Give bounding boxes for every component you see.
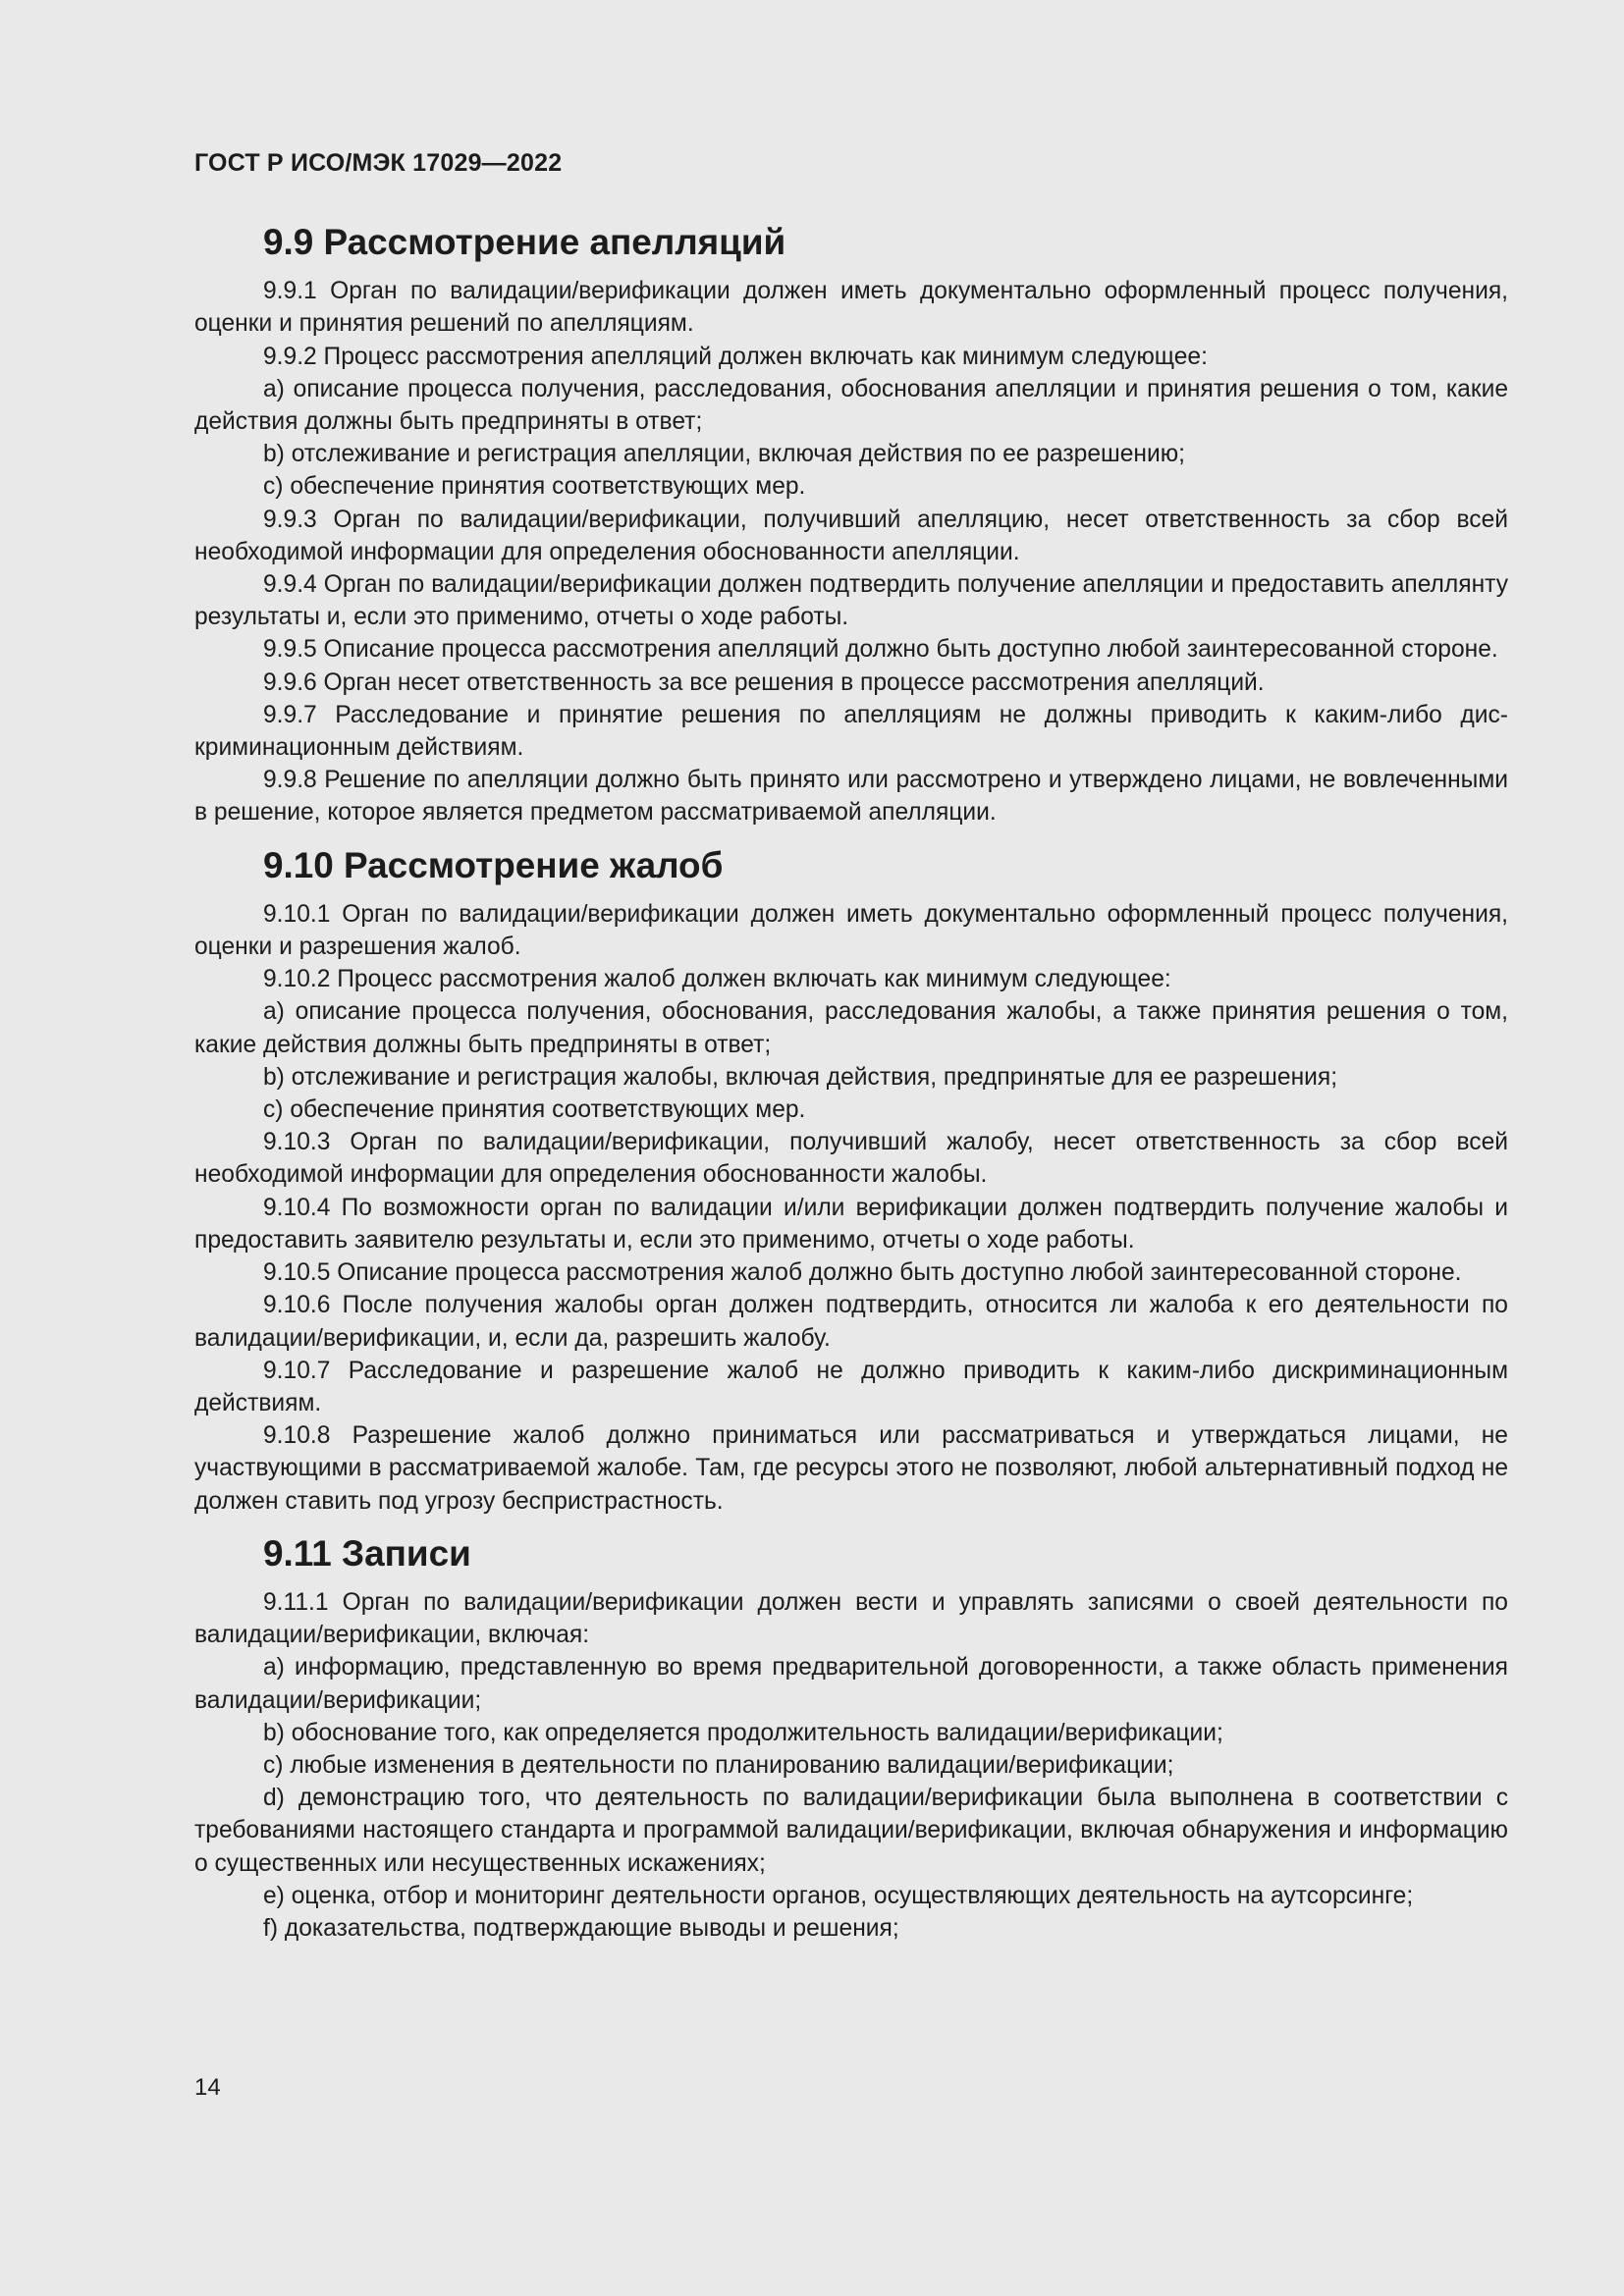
section-9-9 bbox=[194, 222, 1508, 829]
list-item: d) демонстрацию того, что деятельность по валидации/верификации была выполнена в соответствии с требованиями настоящего стандарта и программой валидации/верификации, включая обнаружения и информацию о существенных или несущественных искажениях; bbox=[194, 1785, 1508, 1877]
page-number: 14 bbox=[194, 2074, 221, 2101]
list-item: c) обеспечение принятия соответствующих мер. bbox=[263, 473, 806, 501]
document-page bbox=[194, 0, 1508, 2296]
list-item: a) информацию, представленную во время предварительной договоренности, а также область применения валидации/верификации; bbox=[194, 1654, 1508, 1714]
paragraph: 9.9.6 Орган несет ответственность за все решения в процессе рассмотрения апелляций. bbox=[263, 668, 1265, 696]
list-item: e) оценка, отбор и мониторинг деятельности органов, осуществляющих деятельность на аутсорсинге; bbox=[263, 1882, 1414, 1909]
paragraph: 9.10.8 Разрешение жалоб должно приниматься или рассматриваться и утверждаться лицами, не участвующими в рассматриваемой жалобе. Там, где ресурсы этого не позволяют, любой альтернативный подход не должен ставить под угрозу беспристрастность. bbox=[194, 1422, 1508, 1515]
paragraph: 9.10.1 Орган по валидации/верификации должен иметь документально оформленный процесс получения, оценки и разрешения жалоб. bbox=[194, 900, 1508, 961]
section-9-11 bbox=[194, 1532, 1508, 1945]
paragraph: 9.10.7 Расследование и разрешение жалоб не должно приводить к каким-либо дискриминационным действиям. bbox=[194, 1357, 1508, 1416]
paragraph: 9.10.2 Процесс рассмотрения жалоб должен включать как минимум следующее: bbox=[263, 966, 1171, 993]
list-item: b) обоснование того, как определяется продолжительность валидации/верификации; bbox=[263, 1719, 1223, 1746]
list-item: b) отслеживание и регистрация жалобы, включая действия, предпринятые для ее разрешения; bbox=[263, 1063, 1338, 1091]
section-heading: 9.9 Рассмотрение апелляций bbox=[263, 222, 786, 262]
list-item: a) описание процесса получения, расследования, обоснования апелляции и принятия решения о том, какие действия должны быть предприняты в ответ; bbox=[194, 375, 1508, 436]
paragraph: 9.9.1 Орган по валидации/верификации должен иметь документально оформленный процесс получения, оценки и принятия решений по апелляциям. bbox=[194, 278, 1508, 338]
document-body bbox=[194, 222, 1508, 1945]
section-9-10 bbox=[194, 844, 1508, 1518]
paragraph: 9.9.3 Орган по валидации/верификации, получивший апелляцию, несет ответственность за сбор всей необходимой информации для определения обоснованности апелляции. bbox=[194, 506, 1508, 565]
section-heading: 9.11 Записи bbox=[263, 1532, 471, 1574]
list-item: c) любые изменения в деятельности по планированию валидации/верификации; bbox=[263, 1751, 1174, 1779]
paragraph: 9.11.1 Орган по валидации/верификации должен вести и управлять записями о своей деятельности по валидации/верификации, включая: bbox=[194, 1588, 1508, 1649]
paragraph: 9.9.7 Расследование и принятие решения по апелляциям не должны приводить к каким-либо дискриминационным действиям. bbox=[194, 701, 1508, 762]
paragraph: 9.9.8 Решение по апелляции должно быть принято или рассмотрено и утверждено лицами, не вовлеченными в решение, которое является предметом рассматриваемой апелляции. bbox=[194, 767, 1508, 827]
paragraph: 9.10.4 По возможности орган по валидации и/или верификации должен подтвердить получение жалобы и предоставить заявителю результаты и, если это применимо, отчеты о ходе работы. bbox=[194, 1194, 1508, 1254]
paragraph: 9.10.3 Орган по валидации/верификации, получивший жалобу, несет ответственность за сбор всей необходимой информации для определения обоснованности жалобы. bbox=[194, 1129, 1508, 1189]
paragraph: 9.9.5 Описание процесса рассмотрения апелляций должно быть доступно любой заинтересованной стороне. bbox=[263, 636, 1498, 664]
list-item: b) отслеживание и регистрация апелляции, включая действия по ее разрешению; bbox=[263, 441, 1186, 468]
list-item: a) описание процесса получения, обоснования, расследования жалобы, а также принятия решения о том, какие действия должны быть предприняты в ответ; bbox=[194, 998, 1508, 1058]
paragraph: 9.9.2 Процесс рассмотрения апелляций должен включать как минимум следующее: bbox=[263, 343, 1208, 370]
section-heading: 9.10 Рассмотрение жалоб bbox=[263, 844, 724, 885]
paragraph: 9.10.6 После получения жалобы орган должен подтвердить, относится ли жалоба к его деятельности по валидации/верификации, и, если да, разрешить жалобу. bbox=[194, 1292, 1508, 1352]
paragraph: 9.9.4 Орган по валидации/верификации должен подтвердить получение апелляции и предоставить апеллянту результаты и, если это применимо, отчеты о ходе работы. bbox=[194, 571, 1508, 631]
paragraph: 9.10.5 Описание процесса рассмотрения жалоб должно быть доступно любой заинтересованной стороне. bbox=[263, 1259, 1462, 1287]
list-item: f) доказательства, подтверждающие выводы и решения; bbox=[263, 1914, 899, 1942]
document-id-header: ГОСТ Р ИСО/МЭК 17029—2022 bbox=[194, 149, 563, 177]
list-item: c) обеспечение принятия соответствующих мер. bbox=[263, 1096, 806, 1124]
